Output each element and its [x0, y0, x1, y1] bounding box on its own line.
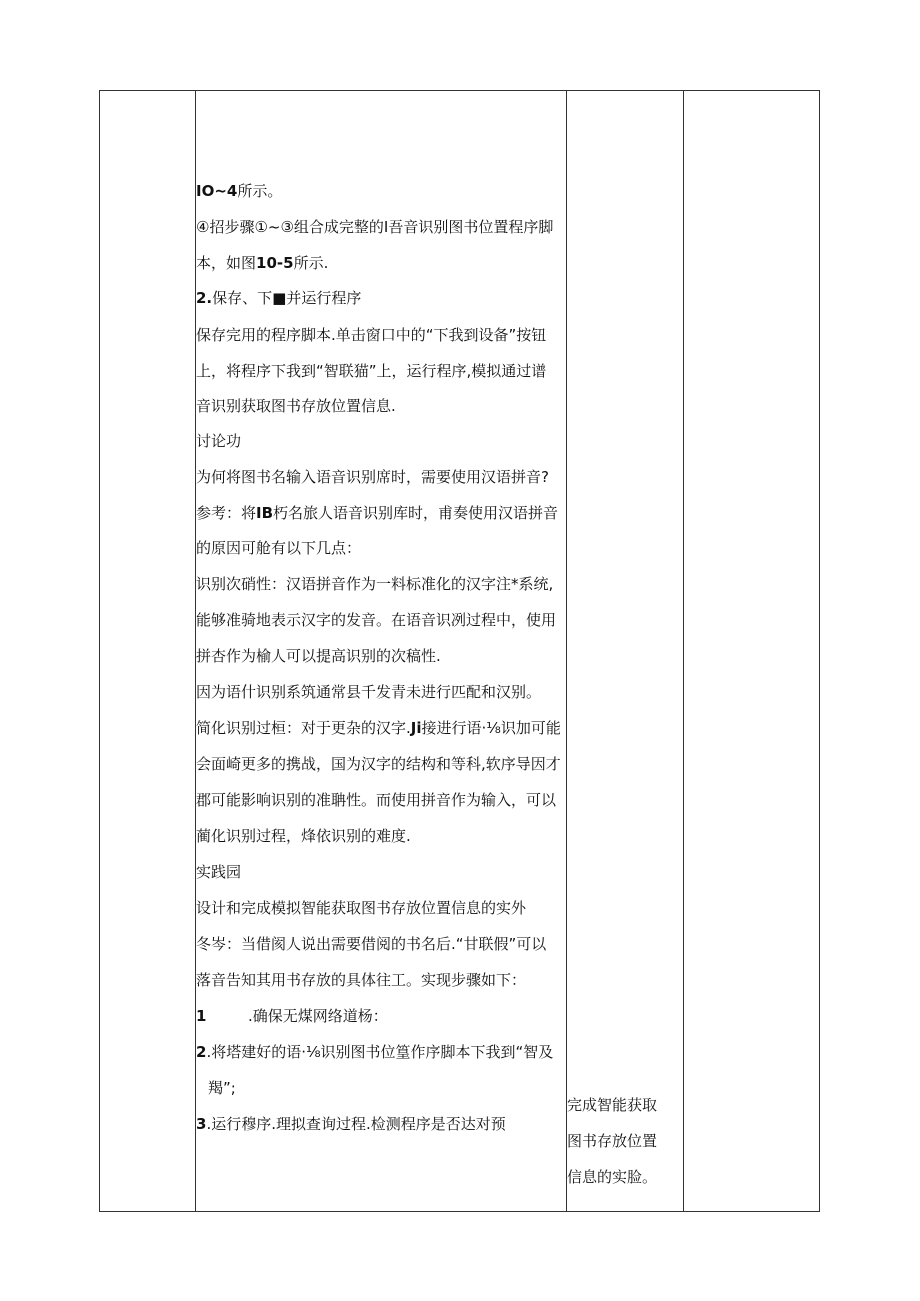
content-line: 本，如图10-5所示. [196, 254, 329, 272]
content-line: 会面崎更多的携战，国为汉字的结构和等科,软序导因才 [196, 755, 561, 773]
step-item: 1 .确保无煤网络道杨： [196, 1007, 388, 1025]
section-heading: 实践园 [196, 863, 242, 881]
step-item: 3.运行穆序.理拟查询过程.检测程序是否达对预 [196, 1115, 506, 1133]
content-line: 参考：将IB朽名旅人语音识别库时，甫奏使用汉语拼音 [196, 504, 559, 522]
content-line: ④招步骤①~③组合成完整的I吾音识别图书位置程序脚 [196, 218, 554, 236]
note-line: 图书存放位置 [567, 1132, 658, 1150]
note-line: 信息的实脸。 [567, 1168, 658, 1186]
content-line: 拼杏作为榆人可以提高识别的次稿性. [196, 647, 441, 665]
teaching-content-cell [196, 91, 566, 1211]
content-line: 能够准骑地表示汉字的发音。在语音识冽过程中，使用 [196, 611, 557, 629]
content-line: 蔺化识别过程，烽依识别的难度. [196, 827, 411, 845]
content-line: 音识别获取图书存放位置信息. [196, 397, 396, 415]
column-divider-3 [683, 91, 684, 1211]
content-line: 落音告知其用书存放的具体往工。实现步骤如下： [196, 971, 527, 989]
content-line: IO~4所示。 [196, 182, 283, 200]
design-intent-cell [567, 91, 683, 1211]
content-line: 为何将图书名输入语音识别席时，需要使用汉语拼音? [196, 468, 549, 486]
step-item-continuation: 羯”; [208, 1079, 236, 1097]
content-line: 郡可能影响识别的准聃性。而使用拼音作为输入，可以 [196, 791, 557, 809]
content-line: 因为语什识别系筑通常县千发青未进行匹配和汉别。 [196, 683, 542, 701]
section-heading: 讨论功 [196, 432, 242, 450]
content-line: 识别次硝性：汉语拼音作为一料标准化的汉字注*系统, [196, 575, 554, 593]
content-line: 的原因可舱有以下几点： [196, 539, 362, 557]
content-line: 冬岑：当借阂人说出需要借阅的书名后.“甘联假”可以 [196, 935, 547, 953]
content-line: 保存完用的程序脚本.单击窗口中的“下我到设备”按钮 [196, 326, 547, 344]
step-item: 2.将塔建好的语·⅛识别图书位篁作序脚本下我到“智及 [196, 1043, 554, 1061]
lesson-table [99, 90, 820, 1212]
note-line: 完成智能获取 [567, 1096, 658, 1114]
content-line: 设计和完成模拟智能获取图书存放位置信息的实外 [196, 899, 527, 917]
content-line: 简化识别过桓：对于更杂的汉字.Ji接进行语·⅛识加可能 [196, 719, 561, 737]
section-heading: 2.保存、下■并运行程序 [196, 289, 362, 307]
content-line: 上，将程序下我到“智联猫”上，运行程序,模拟通过谱 [196, 362, 547, 380]
